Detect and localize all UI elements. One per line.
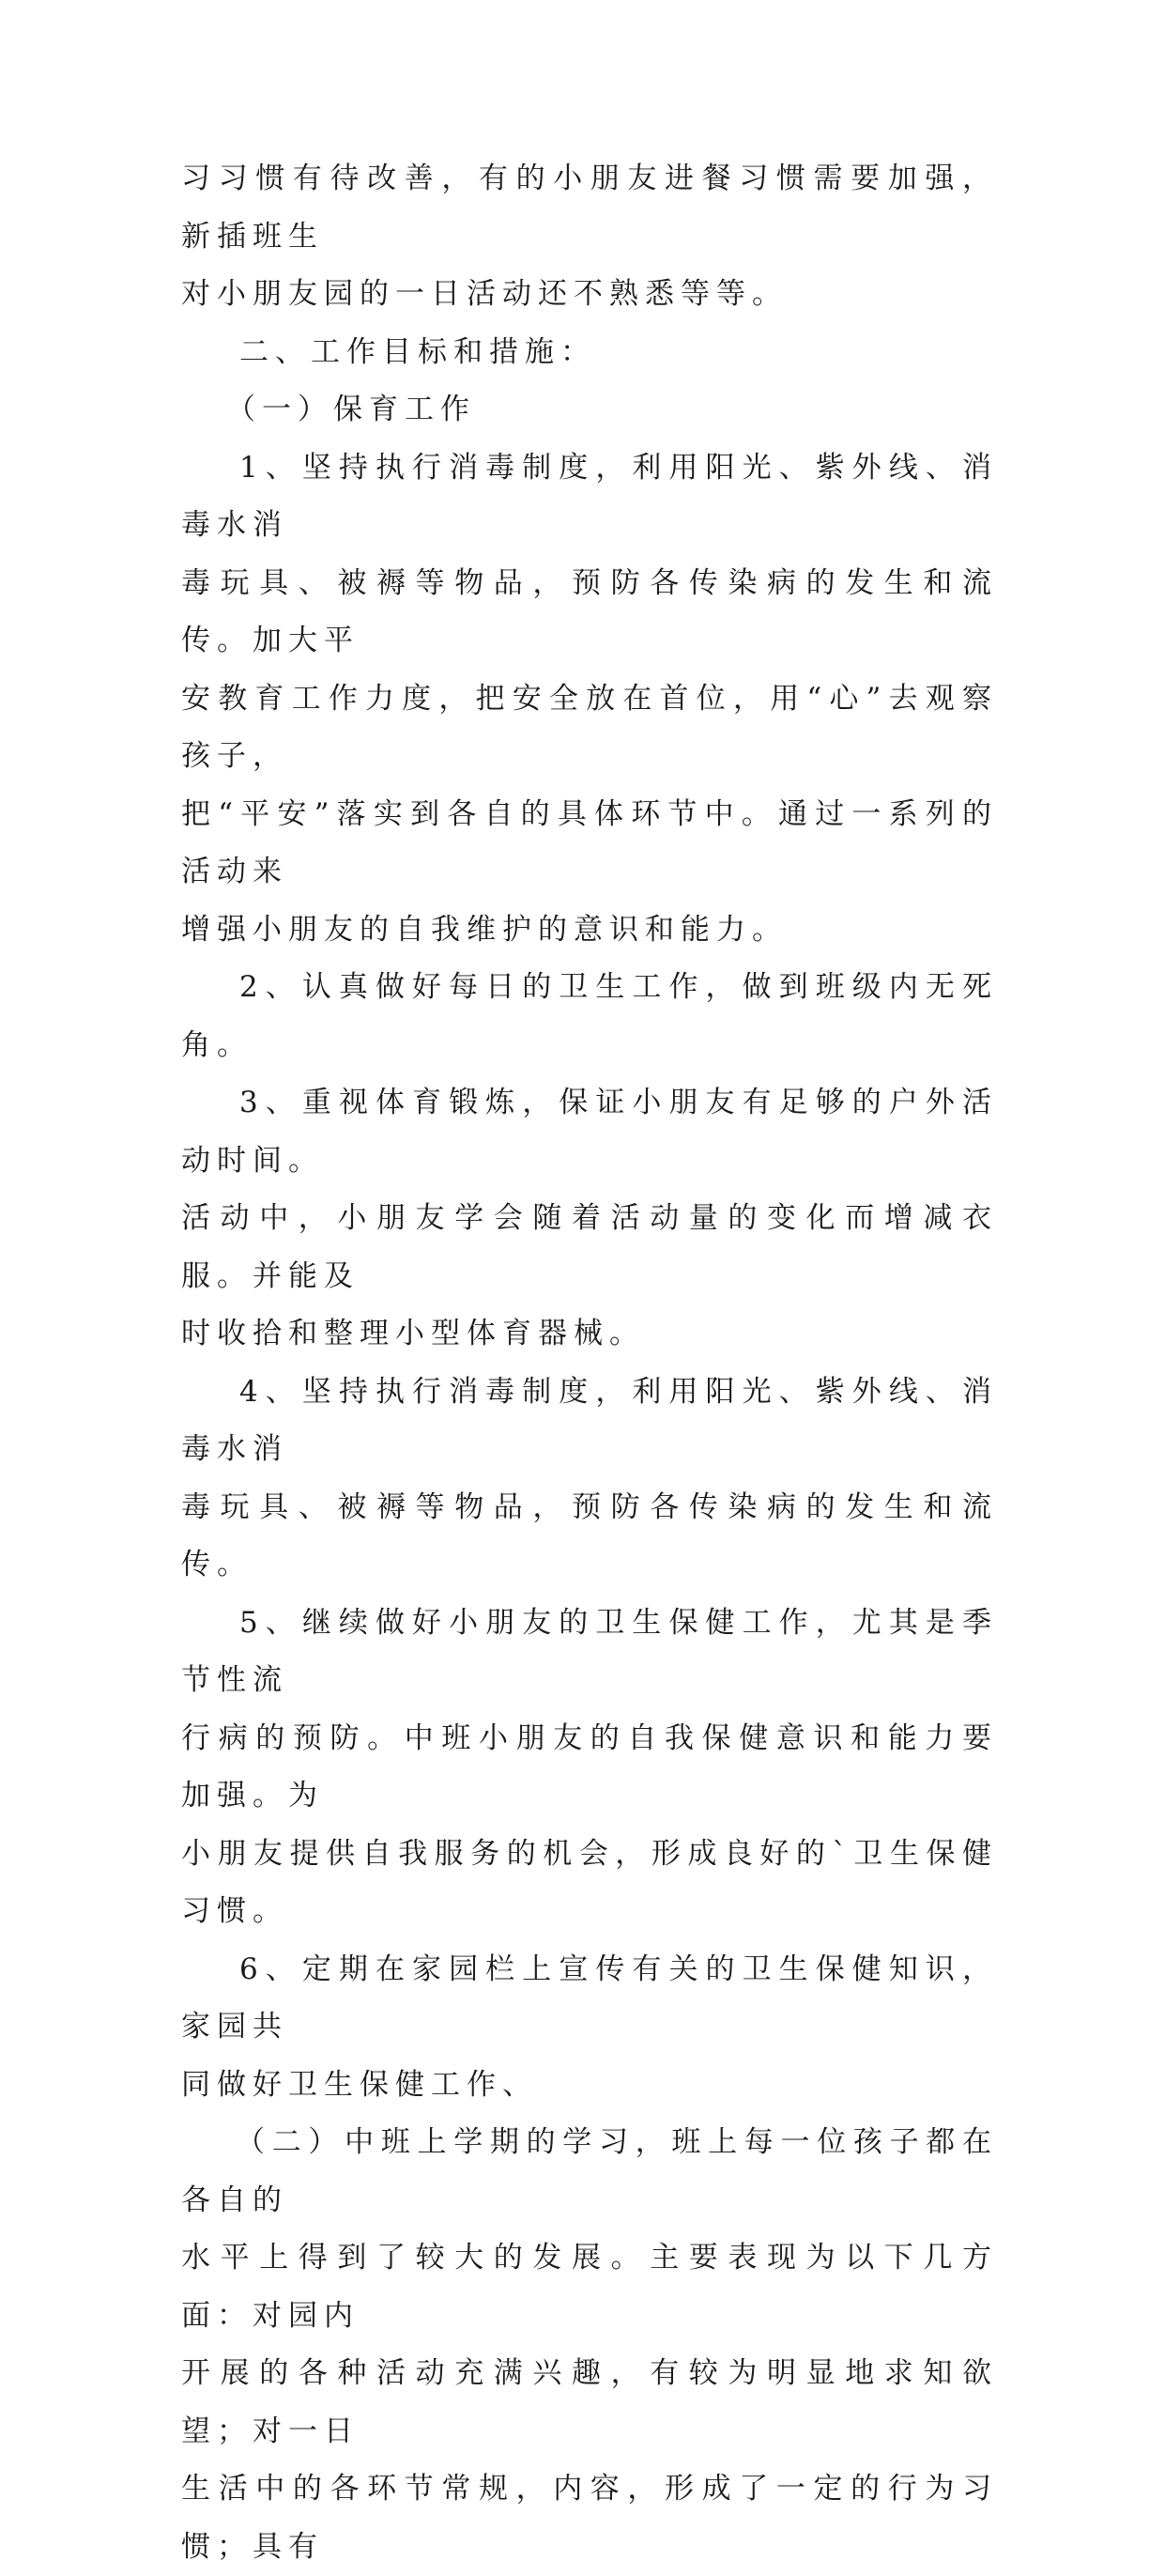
- text-line: 安教育工作力度，把安全放在首位，用“心”去观察孩子，: [181, 681, 998, 773]
- paragraph-item-4: [181, 1364, 998, 1595]
- text-line: 增强小朋友的自我维护的意识和能力。: [181, 912, 788, 947]
- text-line: 开展的各种活动充满兴趣，有较为明显地求知欲望；对一日: [181, 2356, 998, 2448]
- text-line: 5、继续做好小朋友的卫生保健工作，尤其是季节性流: [181, 1605, 998, 1697]
- text-line: 把“平安”落实到各自的具体环节中。通过一系列的活动来: [181, 796, 998, 888]
- paragraph-item-6: [181, 1941, 998, 2115]
- text-line: 对小朋友园的一日活动还不熟悉等等。: [181, 277, 788, 311]
- paragraph-item-3: [181, 1074, 998, 1364]
- text-line: 二、工作目标和措施：: [239, 334, 596, 369]
- text-line: 活动中，小朋友学会随着活动量的变化而增减衣服。并能及: [181, 1201, 998, 1293]
- text-line: （一）保育工作: [226, 393, 476, 426]
- text-line: 4、坚持执行消毒制度，利用阳光、紫外线、消毒水消: [181, 1374, 998, 1466]
- text-line: 同做好卫生保健工作、: [181, 2067, 538, 2102]
- document-body: [181, 150, 998, 2576]
- text-line: 3、重视体育锻炼，保证小朋友有足够的户外活动时间。: [181, 1086, 998, 1178]
- subsection-heading-2: [181, 2114, 998, 2576]
- text-line: 时收拾和整理小型体育器械。: [181, 1317, 645, 1350]
- paragraph-item-2: [181, 959, 998, 1074]
- text-line: 2、认真做好每日的卫生工作，做到班级内无死角。: [181, 970, 998, 1062]
- text-line: 习习惯有待改善，有的小朋友进餐习惯需要加强，新插班生: [181, 162, 998, 254]
- text-line: （二）中班上学期的学习，班上每一位孩子都在各自的: [181, 2125, 998, 2217]
- text-line: 生活中的各环节常规，内容，形成了一定的行为习惯；具有: [181, 2472, 998, 2564]
- text-line: 1、坚持执行消毒制度，利用阳光、紫外线、消毒水消: [181, 450, 998, 542]
- text-line: 毒玩具、被褥等物品，预防各传染病的发生和流传。: [181, 1489, 998, 1581]
- text-line: 水平上得到了较大的发展。主要表现为以下几方面：对园内: [181, 2241, 998, 2333]
- text-line: 毒玩具、被褥等物品，预防各传染病的发生和流传。加大平: [181, 565, 998, 657]
- text-line: 6、定期在家园栏上宣传有关的卫生保健知识，家园共: [181, 1951, 998, 2044]
- paragraph-item-1: [181, 440, 998, 960]
- section-heading: [181, 324, 998, 382]
- paragraph-item-5: [181, 1595, 998, 1941]
- subsection-heading-1: [181, 381, 998, 440]
- text-line: 小朋友提供自我服务的机会，形成良好的`卫生保健习惯。: [181, 1836, 998, 1928]
- text-line: 行病的预防。中班小朋友的自我保健意识和能力要加强。为: [181, 1720, 998, 1812]
- paragraph-continuation: [181, 150, 998, 324]
